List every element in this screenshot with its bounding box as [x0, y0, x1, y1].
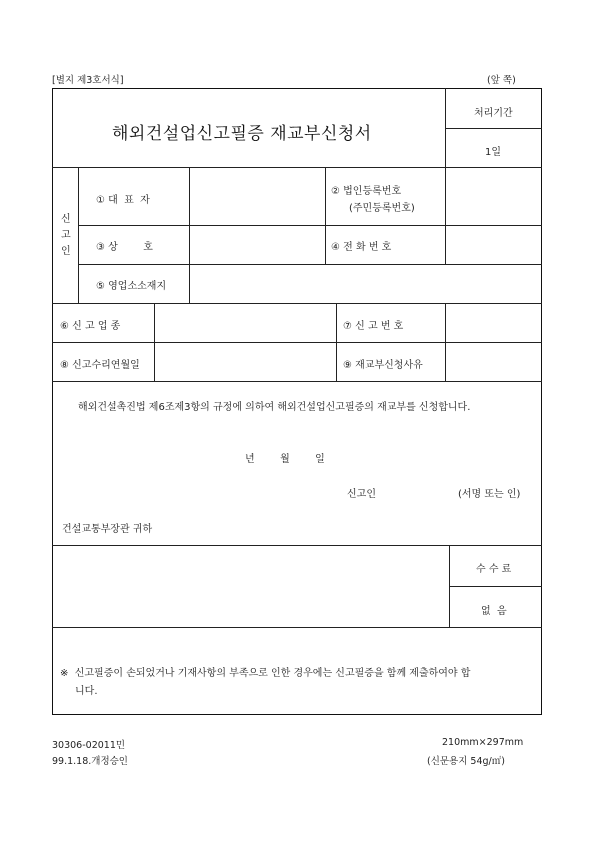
business-type-label: ⑥ 신 고 업 종: [60, 321, 121, 332]
paper-size: 210mm×297mm: [442, 737, 524, 748]
addressee: 건설교통부장관 귀하: [62, 524, 153, 535]
processing-mid-line: [445, 128, 542, 129]
statement-text: 해외건설촉진법 제6조제3항의 규정에 의하여 해외건설업신고필증의 재교부를 신청합니다.: [78, 402, 471, 413]
applicant-mid-divider: [325, 167, 326, 264]
reissue-reason-field[interactable]: [446, 343, 541, 380]
acceptance-date-label: ⑧ 신고수리연월일: [60, 360, 140, 371]
representative-label: ① 대 표 자: [96, 195, 150, 206]
processing-period-label: 처리기간: [474, 108, 513, 119]
rule-report-end: [52, 381, 542, 382]
applicant-group-divider: [78, 167, 79, 303]
report-number-field[interactable]: [446, 304, 541, 341]
form-number: [별지 제3호서식]: [52, 75, 124, 86]
acceptance-date-field[interactable]: [155, 343, 335, 380]
report-mid-divider: [336, 303, 337, 381]
fee-divider: [449, 545, 450, 627]
reissue-reason-label: ⑨ 재교부신청사유: [343, 360, 423, 371]
date-line: 년 월 일: [245, 454, 325, 465]
form-code: 30306-02011민: [52, 740, 126, 751]
trade-name-label: ③ 상 호: [96, 242, 153, 253]
business-address-label: ⑤ 영업소소재지: [96, 281, 167, 292]
phone-field[interactable]: [446, 226, 541, 263]
fee-value: 없 음: [481, 606, 507, 617]
page-side: (앞 쪽): [487, 75, 516, 86]
report-number-label: ⑦ 신 고 번 호: [343, 321, 404, 332]
corp-reg-field[interactable]: [446, 168, 541, 224]
business-type-field[interactable]: [155, 304, 335, 341]
applicant-group-label: 신 고 인: [61, 214, 71, 257]
resident-reg-label: (주민등록번호): [349, 203, 415, 214]
rule-fee-mid: [449, 586, 542, 587]
fee-label: 수 수 료: [476, 564, 512, 575]
note-text-continued: 니다.: [75, 686, 98, 697]
rule-fee-end: [52, 627, 542, 628]
note-text: ※ 신고필증이 손되었거나 기재사항의 부족으로 인한 경우에는 신고필증을 함께 제출하여야 합: [60, 668, 471, 679]
paper-spec: (신문용지 54g/㎡): [427, 756, 505, 767]
processing-period-value: 1일: [485, 147, 502, 158]
trade-name-field[interactable]: [190, 226, 324, 263]
business-address-field[interactable]: [190, 265, 541, 302]
phone-label: ④ 전 화 번 호: [331, 242, 392, 253]
signature-note: (서명 또는 인): [458, 489, 521, 500]
approval-date: 99.1.18.개정승인: [52, 756, 128, 767]
form-title: 해외건설업신고필증 재교부신청서: [112, 124, 372, 144]
attachment-area[interactable]: [53, 546, 448, 626]
signer-label: 신고인: [347, 489, 376, 500]
corp-reg-label: ② 법인등록번호: [331, 186, 402, 197]
representative-field[interactable]: [190, 168, 324, 224]
